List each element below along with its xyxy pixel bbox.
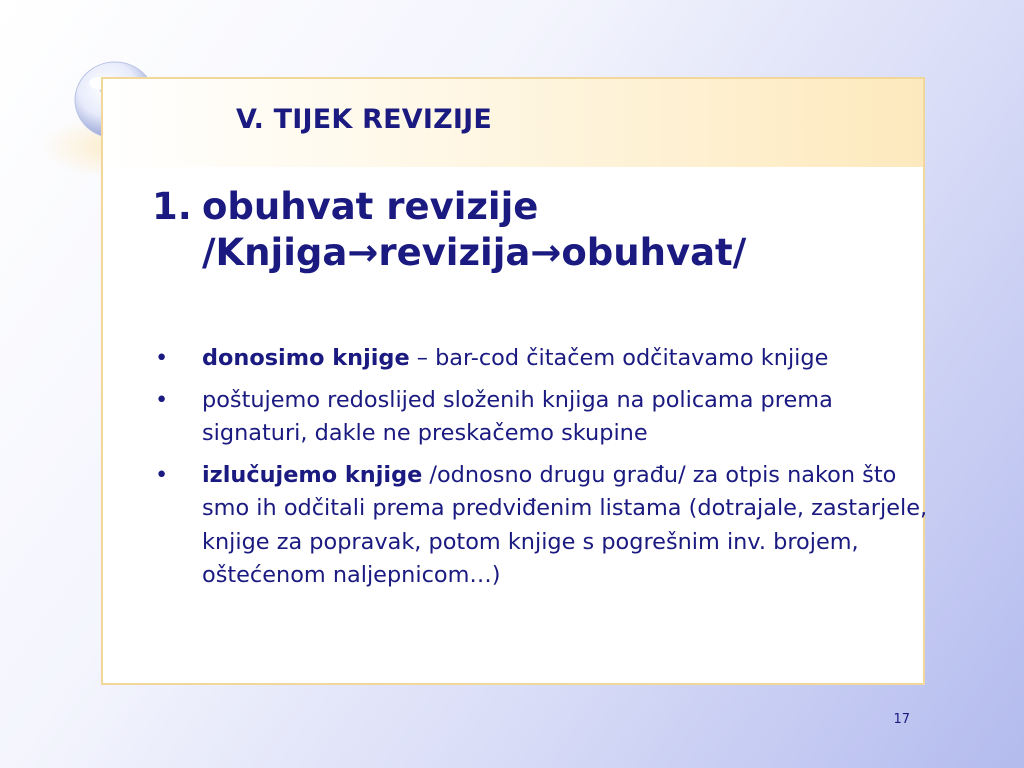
bullet-list [155, 342, 930, 601]
bullet-marker: • [155, 386, 169, 413]
bullet-text: poštujemo redoslijed složenih knjiga na policama prema signaturi, dakle ne preskačemo skupine [202, 386, 833, 446]
section-heading-line-1: obuhvat revizije [202, 185, 539, 228]
section-heading-line-2: /Knjiga→revizija→obuhvat/ [202, 231, 747, 274]
page-number: 17 [893, 712, 910, 727]
bullet-bold-text: donosimo knjige [202, 345, 410, 371]
title-band [103, 79, 923, 167]
bullet-text: /odnosno drugu građu/ za otpis nakon što smo ih odčitali prema predviđenim listama (dotrajale, zastarjele, knjige za popravak, potom knjige s pogrešnim inv. brojem, oštećenom naljepnicom…) [202, 461, 928, 588]
bullet-item [155, 342, 930, 376]
slide-title: V. TIJEK REVIZIJE [236, 104, 493, 135]
section-heading-number: 1. [152, 185, 192, 228]
bullet-marker: • [155, 461, 169, 488]
bullet-text: – bar-cod čitačem odčitavamo knjige [409, 345, 829, 371]
bullet-bold-text: izlučujemo knjige [202, 461, 423, 488]
bullet-item [155, 384, 930, 451]
bullet-item [155, 459, 930, 593]
bullet-marker: • [155, 345, 169, 371]
